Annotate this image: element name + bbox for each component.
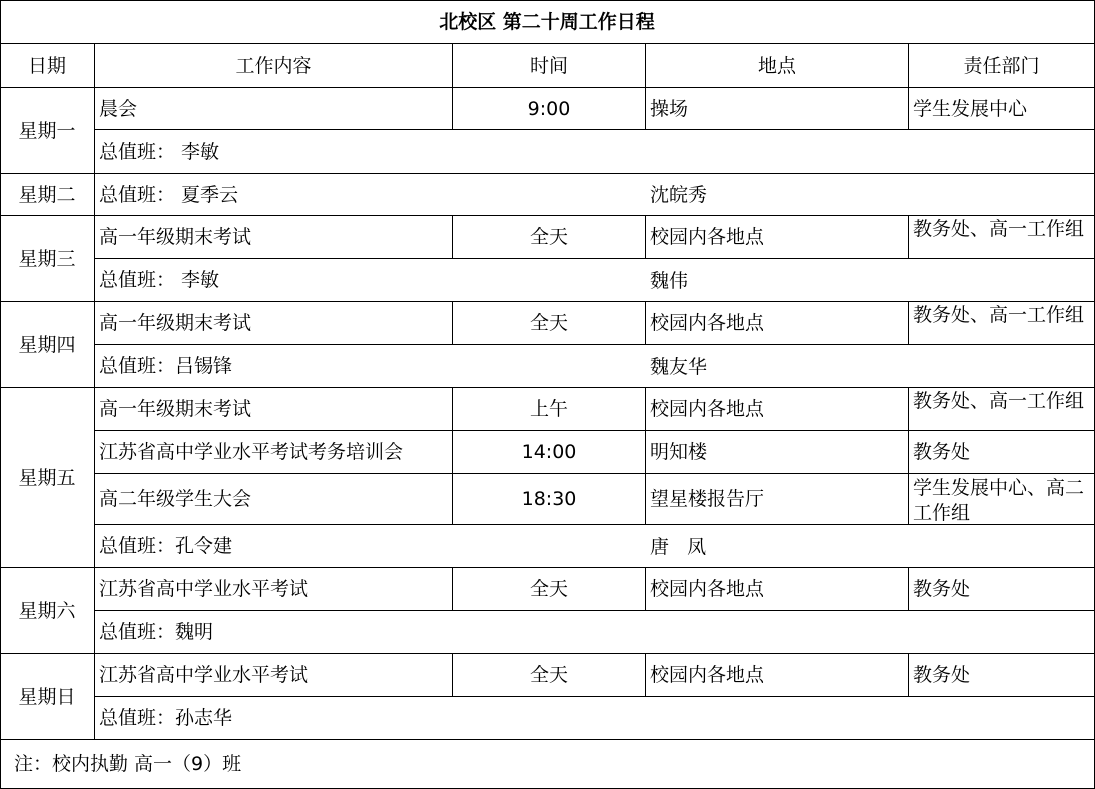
wed-row-dept-text: 教务处、高一工作组: [913, 218, 1085, 240]
thu-row-place: 校园内各地点: [646, 302, 909, 345]
day-label-wed: 星期三: [0, 216, 95, 302]
fri-row2-dept: 教务处: [909, 431, 1095, 474]
thu-row-dept-text: 教务处、高一工作组: [913, 304, 1085, 326]
wed-row-dept: [909, 216, 1095, 259]
day-label-fri: 星期五: [0, 388, 95, 568]
fri-row3-dept-text: 学生发展中心、高二工作组: [913, 477, 1085, 524]
mon-row-place: 操场: [646, 88, 909, 130]
sun-duty-row: [95, 697, 1095, 740]
sat-duty-text: 总值班：魏明: [99, 621, 214, 643]
fri-row2-content: 江苏省高中学业水平考试考务培训会: [95, 431, 453, 474]
sun-duty-text: 总值班：孙志华: [99, 707, 233, 729]
table-title: 北校区 第二十周工作日程: [0, 0, 1095, 44]
fri-row3-content: 高二年级学生大会: [95, 474, 453, 525]
sun-row-content: 江苏省高中学业水平考试: [95, 654, 453, 697]
mon-row-content: 晨会: [95, 88, 453, 130]
sun-row-time: 全天: [453, 654, 646, 697]
wed-row-content: 高一年级期末考试: [95, 216, 453, 259]
mon-duty-row: [95, 130, 1095, 174]
wed-duty-second: 魏伟: [650, 270, 689, 292]
header-date: 日期: [0, 44, 95, 88]
sat-row-dept: 教务处: [909, 568, 1095, 611]
fri-row3-place: 望星楼报告厅: [646, 474, 909, 525]
wed-duty-row: [95, 259, 1095, 302]
day-label-sat: 星期六: [0, 568, 95, 654]
fri-row1-place: 校园内各地点: [646, 388, 909, 431]
fri-row1-content: 高一年级期末考试: [95, 388, 453, 431]
header-content: 工作内容: [95, 44, 453, 88]
sat-row-time: 全天: [453, 568, 646, 611]
header-dept: 责任部门: [909, 44, 1095, 88]
sat-duty-row: [95, 611, 1095, 654]
sat-row-place: 校园内各地点: [646, 568, 909, 611]
mon-duty-text: 总值班： 李敏: [99, 140, 220, 163]
day-label-tue: 星期二: [0, 174, 95, 216]
sun-row-place: 校园内各地点: [646, 654, 909, 697]
wed-duty-text: 总值班： 李敏: [99, 269, 220, 291]
day-label-sun: 星期日: [0, 654, 95, 740]
thu-duty-text: 总值班：吕锡锋: [99, 355, 233, 377]
header-place: 地点: [646, 44, 909, 88]
sun-row-dept: 教务处: [909, 654, 1095, 697]
thu-row-time: 全天: [453, 302, 646, 345]
fri-row3-dept: [909, 474, 1095, 525]
fri-row1-time: 上午: [453, 388, 646, 431]
mon-row-time: 9:00: [453, 88, 646, 130]
footer-note: 注：校内执勤 高一（9）班: [0, 740, 1095, 789]
sat-row-content: 江苏省高中学业水平考试: [95, 568, 453, 611]
fri-row1-dept-text: 教务处、高一工作组: [913, 390, 1085, 412]
fri-row1-dept: [909, 388, 1095, 431]
thu-row-dept: [909, 302, 1095, 345]
day-label-thu: 星期四: [0, 302, 95, 388]
wed-row-time: 全天: [453, 216, 646, 259]
tue-duty-row: [95, 174, 1095, 216]
tue-duty-second: 沈皖秀: [650, 184, 708, 206]
mon-row-dept: 学生发展中心: [909, 88, 1095, 130]
thu-duty-second: 魏友华: [650, 356, 708, 378]
fri-row2-time: 14:00: [453, 431, 646, 474]
header-time: 时间: [453, 44, 646, 88]
thu-duty-row: [95, 345, 1095, 388]
day-label-mon: 星期一: [0, 88, 95, 174]
wed-row-place: 校园内各地点: [646, 216, 909, 259]
fri-duty-text: 总值班：孔令建: [99, 535, 233, 557]
fri-duty-row: [95, 525, 1095, 568]
fri-duty-second: 唐 凤: [650, 536, 707, 558]
thu-row-content: 高一年级期末考试: [95, 302, 453, 345]
tue-duty-text: 总值班： 夏季云: [99, 183, 239, 206]
fri-row2-place: 明知楼: [646, 431, 909, 474]
fri-row3-time: 18:30: [453, 474, 646, 525]
